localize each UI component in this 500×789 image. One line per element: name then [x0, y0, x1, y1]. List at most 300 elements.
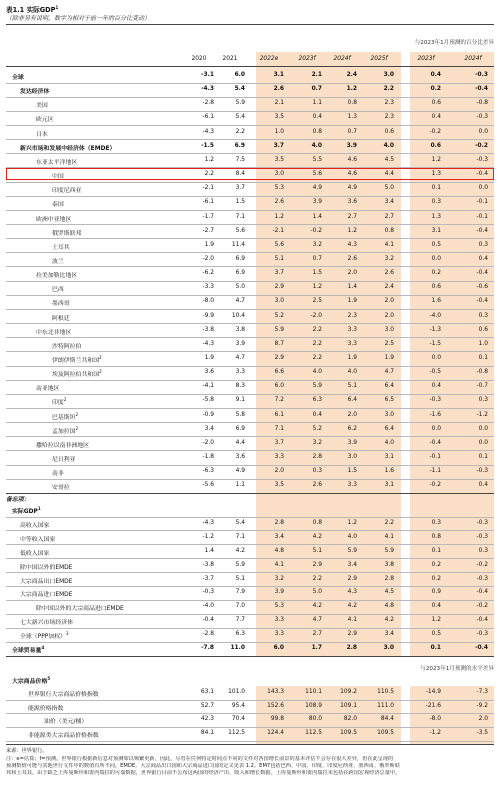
value-cell: -0.4	[475, 645, 488, 651]
value-cell: 2.8	[274, 519, 284, 526]
source-note: 来源：世界银行。	[6, 748, 48, 754]
value-cell: 0.4	[478, 255, 488, 262]
value-cell: 2.3	[384, 114, 394, 121]
value-cell: 3.4	[204, 425, 214, 432]
value-cell: -0.7	[476, 383, 488, 390]
value-cell: 5.4	[234, 86, 245, 93]
value-cell: 0.7	[312, 255, 322, 262]
column-header: 2020	[191, 56, 207, 62]
value-cell: 2.0	[347, 411, 357, 418]
value-cell: -9.2	[476, 702, 488, 709]
value-cell: 3.0	[274, 298, 284, 305]
value-cell: -2.8	[202, 631, 214, 638]
value-cell: 84.4	[380, 716, 394, 723]
row-label: 大宗商品进口EMDE	[20, 592, 73, 599]
value-cell: 0.4	[312, 411, 322, 418]
value-cell: -1.2	[476, 411, 488, 418]
row-rule	[6, 642, 494, 643]
value-cell: 11.0	[230, 645, 245, 651]
value-cell: 4.2	[347, 603, 357, 610]
value-cell: -2.7	[202, 227, 214, 234]
value-cell: 3.2	[384, 255, 394, 262]
value-cell: 152.6	[267, 702, 284, 709]
value-cell: 1.2	[431, 156, 441, 163]
value-cell: 1.3	[431, 171, 441, 178]
row-rule	[6, 713, 494, 714]
value-cell: 0.4	[312, 114, 322, 121]
column-header: 2023f	[298, 56, 316, 62]
value-cell: 7.1	[235, 533, 245, 540]
value-cell: 5.6	[274, 241, 284, 248]
row-label: 南非	[52, 471, 64, 478]
value-cell: 4.9	[312, 185, 322, 192]
value-cell: -0.5	[429, 369, 441, 376]
value-cell: 3.4	[347, 561, 357, 568]
row-label: 中国	[52, 174, 64, 181]
value-cell: 4.7	[235, 355, 245, 361]
value-cell: 2.5	[312, 298, 322, 305]
value-cell: -0.6	[476, 284, 488, 291]
value-cell: 4.1	[347, 617, 357, 624]
value-cell: 4.0	[383, 142, 394, 149]
row-label: 泰国	[52, 202, 64, 209]
value-cell: -0.4	[429, 439, 441, 446]
row-rule	[6, 628, 494, 629]
value-cell: 1.9	[204, 241, 214, 248]
value-cell: -1.2	[429, 730, 441, 737]
value-cell: 0.1	[431, 547, 441, 554]
value-cell: -1.7	[202, 213, 214, 220]
value-cell: 5.0	[312, 589, 322, 596]
row-rule	[6, 266, 494, 267]
value-cell: 2.1	[274, 100, 284, 107]
value-cell: 1.6	[384, 468, 394, 475]
value-cell: -1.8	[202, 454, 214, 461]
value-cell: 6.0	[273, 645, 284, 651]
value-cell: 3.4	[384, 199, 394, 206]
value-cell: 0.4	[431, 383, 441, 390]
row-rule	[6, 196, 494, 197]
value-cell: 109.2	[340, 689, 357, 695]
value-cell: 5.9	[384, 547, 394, 554]
table-subtitle: （除非另有说明，数字为相对于前一年的百分比变动）	[6, 15, 151, 22]
value-cell: 11.4	[231, 241, 245, 248]
value-cell: -7.8	[201, 645, 214, 651]
value-cell: 0.0	[431, 355, 441, 361]
value-cell: 110.5	[377, 689, 394, 695]
value-cell: 6.3	[235, 631, 245, 638]
value-cell: 2.1	[311, 72, 322, 78]
value-cell: -8.0	[202, 298, 214, 305]
value-cell: -4.3	[202, 128, 214, 135]
row-label: 孟加拉国$^2$	[52, 425, 79, 435]
value-cell: 2.9	[274, 284, 284, 291]
row-label: 新兴市场和发展中经济体（EMDE）	[20, 145, 116, 152]
value-cell: 84.1	[200, 730, 214, 737]
value-cell: 0.6	[384, 128, 394, 135]
value-cell: 1.5	[347, 468, 357, 475]
value-cell: 5.9	[347, 547, 357, 554]
row-rule	[6, 727, 494, 728]
value-cell: 3.3	[347, 482, 357, 489]
value-cell: 5.9	[274, 326, 284, 333]
row-rule	[6, 83, 494, 84]
value-cell: 3.3	[274, 617, 284, 624]
row-rule	[6, 366, 494, 367]
value-cell: 4.2	[235, 547, 245, 554]
value-cell: 2.8	[384, 575, 394, 582]
value-cell: 3.8	[235, 326, 245, 333]
value-cell: -0.3	[476, 533, 488, 540]
value-cell: 80.0	[308, 716, 322, 723]
value-cell: 2.6	[384, 270, 394, 277]
value-cell: 101.0	[228, 689, 245, 695]
row-rule	[6, 224, 494, 225]
row-rule	[6, 309, 494, 310]
value-cell: 0.5	[431, 241, 441, 248]
value-cell: 7.9	[235, 589, 245, 596]
value-cell: 1.4	[204, 547, 214, 554]
footnote-line: 预测数值可能与其他世行文件中的数值有所不同。EMDE，大宗商品出口国和大宗商品进口国的定义见表 1.2。EM7包括巴西、中国、印度、印度尼西亚、墨西哥、俄罗斯联	[6, 763, 400, 769]
value-cell: 42.3	[200, 716, 214, 723]
value-cell: -0.2	[429, 482, 441, 489]
value-cell: 0.1	[431, 185, 441, 192]
row-rule	[6, 614, 494, 615]
value-cell: -0.9	[202, 411, 214, 418]
value-cell: 4.0	[347, 369, 357, 376]
value-cell: 0.8	[312, 128, 322, 135]
value-cell: 10.4	[231, 312, 245, 319]
value-cell: 6.4	[384, 425, 394, 432]
row-label: 中等收入国家	[20, 536, 56, 543]
value-cell: 99.8	[270, 716, 284, 723]
value-cell: -1.1	[429, 468, 441, 475]
row-rule	[6, 586, 494, 587]
value-cell: 3.1	[384, 482, 394, 489]
value-cell: 2.2	[312, 340, 322, 347]
row-rule	[6, 465, 494, 466]
value-cell: 124.4	[267, 730, 284, 737]
column-header: 2024f	[333, 56, 351, 62]
value-cell: 7.0	[235, 603, 245, 610]
value-cell: 5.4	[235, 519, 245, 526]
value-cell: 2.4	[384, 284, 394, 291]
value-cell: -0.8	[476, 100, 488, 107]
value-cell: 5.3	[274, 185, 284, 192]
value-cell: 4.3	[347, 589, 357, 596]
value-cell: 3.0	[384, 411, 394, 418]
row-rule	[6, 238, 494, 239]
value-cell: 2.6	[273, 86, 284, 93]
value-cell: 4.8	[274, 547, 284, 554]
value-cell: -4.0	[202, 603, 214, 610]
value-cell: 4.7	[235, 298, 245, 305]
value-cell: 6.4	[384, 383, 394, 390]
value-cell: 8.4	[235, 171, 245, 178]
value-cell: 2.5	[384, 340, 394, 347]
value-cell: 3.2	[274, 575, 284, 582]
value-cell: 110.1	[305, 689, 322, 695]
row-label: 撒哈拉以南非洲地区	[36, 442, 90, 449]
value-cell: 3.5	[274, 114, 284, 121]
column-header: 2025f	[370, 56, 388, 62]
value-cell: 4.5	[384, 589, 394, 596]
row-label: 全球（PPP加权）$^3$	[20, 631, 69, 641]
value-cell: 3.0	[383, 645, 394, 651]
value-cell: 7.1	[274, 425, 284, 432]
value-cell: -5.6	[202, 482, 214, 489]
row-rule	[6, 139, 494, 140]
row-label: 能源价格指数	[28, 705, 64, 712]
value-cell: -6.3	[202, 468, 214, 475]
value-cell: 3.1	[431, 227, 441, 234]
value-cell: 2.0	[384, 312, 394, 319]
value-cell: 4.1	[384, 533, 394, 540]
value-cell: 4.2	[312, 603, 322, 610]
row-label: 除中国以外的EMDE	[20, 564, 73, 571]
value-cell: 0.3	[478, 547, 488, 554]
value-cell: 3.0	[383, 72, 394, 78]
column-header: 2023f	[417, 56, 435, 62]
value-cell: 0.3	[431, 199, 441, 206]
value-cell: 0.4	[431, 114, 441, 121]
value-cell: 0.8	[384, 227, 394, 234]
row-rule	[6, 111, 494, 112]
row-label: 低收入国家	[20, 550, 50, 557]
value-cell: 6.4	[347, 397, 357, 404]
value-cell: 2.0	[478, 716, 488, 723]
value-cell: 3.9	[312, 199, 322, 206]
value-cell: 5.2	[312, 425, 322, 432]
value-cell: 1.2	[431, 617, 441, 624]
value-cell: 0.6	[431, 100, 441, 107]
value-cell: -0.4	[476, 270, 488, 277]
value-cell: 0.1	[478, 355, 488, 361]
row-rule	[6, 493, 494, 494]
value-cell: -3.8	[202, 561, 214, 568]
footnote-line: 邦和土耳其。由于缺乏土库曼斯坦和委内瑞拉的可靠数据，世界银行目前不公布这两国的经济产出、收入和增长数据。土库曼斯坦和委内瑞拉未包括在跨国宏观经济总量中。	[6, 770, 401, 776]
value-cell: -4.0	[429, 312, 441, 319]
value-cell: 1.2	[204, 156, 214, 163]
value-cell: 5.8	[235, 411, 245, 418]
row-label: 实际GDP$^1$	[12, 506, 41, 515]
value-cell: 2.3	[347, 312, 357, 319]
value-cell: 1.5	[312, 270, 322, 277]
row-label: 除中国以外的大宗商品进口EMDE	[36, 606, 124, 613]
value-cell: 1.2	[274, 213, 284, 220]
row-label: 高收入国家	[20, 522, 50, 529]
value-cell: 1.2	[346, 86, 357, 93]
row-rule	[6, 530, 494, 531]
value-cell: 1.1	[235, 482, 245, 489]
value-cell: -0.3	[476, 519, 488, 526]
value-cell: 109.5	[377, 730, 394, 737]
value-cell: 108.9	[305, 702, 322, 709]
value-cell: -4.3	[201, 86, 214, 93]
value-cell: -0.2	[475, 142, 488, 149]
value-cell: -2.0	[202, 439, 214, 446]
value-cell: -1.6	[429, 411, 441, 418]
value-cell: 0.8	[312, 519, 322, 526]
value-cell: 3.7	[235, 185, 245, 192]
row-rule	[6, 450, 494, 451]
value-cell: 0.1	[478, 454, 488, 461]
value-cell: 109.1	[340, 702, 357, 709]
value-cell: 4.9	[347, 185, 357, 192]
memo-label: 备忘项：	[6, 497, 30, 503]
value-cell: 3.2	[312, 241, 322, 248]
value-cell: -0.1	[429, 454, 441, 461]
value-cell: 2.3	[384, 100, 394, 107]
value-cell: 4.0	[347, 533, 357, 540]
value-cell: 2.0	[274, 468, 284, 475]
row-label: 埃及阿拉伯共和国$^2$	[52, 369, 102, 379]
row-rule	[6, 323, 494, 324]
value-cell: 52.7	[200, 702, 214, 709]
value-cell: 3.5	[274, 156, 284, 163]
value-cell: 4.9	[235, 468, 245, 475]
value-cell: -0.2	[476, 603, 488, 610]
value-cell: -0.3	[476, 468, 488, 475]
value-cell: 4.6	[347, 171, 357, 178]
memo-bottom-rule	[6, 656, 494, 657]
value-cell: 3.2	[312, 439, 322, 446]
bottom-rule	[6, 744, 494, 745]
row-label: 全球贸易量$^4$	[12, 645, 45, 654]
column-header: 2021	[222, 56, 238, 62]
value-cell: 0.0	[431, 255, 441, 262]
value-cell: 2.6	[274, 199, 284, 206]
row-rule	[6, 700, 494, 701]
row-rule	[6, 210, 494, 211]
value-cell: 1.6	[431, 298, 441, 305]
row-label: 波兰	[52, 258, 64, 265]
row-rule	[6, 517, 494, 518]
value-cell: 6.0	[234, 72, 245, 78]
value-cell: 1.9	[384, 355, 394, 361]
value-cell: -0.4	[202, 617, 214, 624]
top-rule	[6, 24, 494, 25]
value-cell: 0.3	[478, 312, 488, 319]
row-label: 美国	[36, 103, 48, 110]
value-cell: 2.2	[312, 326, 322, 333]
value-cell: 112.5	[305, 730, 322, 737]
row-label: 俄罗斯联邦	[52, 230, 82, 237]
value-cell: 0.2	[431, 270, 441, 277]
row-rule	[6, 422, 494, 423]
value-cell: 2.0	[384, 298, 394, 305]
value-cell: 0.6	[478, 326, 488, 333]
value-cell: 3.3	[347, 340, 357, 347]
value-cell: -2.8	[202, 100, 214, 107]
row-label: 发达经济体	[20, 89, 50, 96]
row-label: 七大新兴市场经济体	[20, 620, 74, 627]
row-label: 沙特阿拉伯	[52, 343, 82, 350]
footnotes	[6, 756, 494, 777]
value-cell: 3.7	[274, 270, 284, 277]
value-cell: -2.1	[272, 227, 284, 234]
value-cell: 0.2	[430, 86, 441, 93]
value-cell: -0.4	[476, 589, 488, 596]
value-cell: 3.0	[274, 171, 284, 178]
value-cell: 9.1	[235, 397, 245, 404]
value-cell: 0.4	[478, 482, 488, 489]
value-cell: 6.3	[312, 397, 322, 404]
row-rule	[6, 600, 494, 601]
value-cell: 1.3	[347, 114, 357, 121]
value-cell: 3.4	[384, 631, 394, 638]
row-rule	[6, 408, 494, 409]
value-cell: 3.3	[274, 454, 284, 461]
value-cell: 2.9	[347, 575, 357, 582]
value-cell: 3.8	[384, 561, 394, 568]
row-label: 墨西哥	[52, 301, 70, 308]
value-cell: 3.9	[346, 142, 357, 149]
value-cell: 109.5	[340, 730, 357, 737]
value-cell: 4.2	[384, 617, 394, 624]
value-cell: 70.4	[231, 716, 245, 723]
value-cell: 0.4	[431, 603, 441, 610]
row-rule	[6, 125, 494, 126]
value-cell: 6.9	[235, 255, 245, 262]
value-cell: -0.3	[476, 114, 488, 121]
value-cell: 4.4	[384, 171, 394, 178]
value-cell: 4.2	[312, 533, 322, 540]
row-rule	[6, 337, 494, 338]
value-cell: -4.3	[202, 519, 214, 526]
value-cell: -0.3	[475, 72, 488, 78]
value-cell: 3.6	[347, 199, 357, 206]
value-cell: 0.3	[431, 519, 441, 526]
value-cell: -2.0	[310, 312, 322, 319]
value-cell: 0.3	[478, 241, 488, 248]
value-cell: -0.3	[202, 589, 214, 596]
value-cell: -6.1	[202, 199, 214, 206]
table-title: 表1.1 实际GDP$^1$	[6, 4, 59, 14]
value-cell: -9.9	[202, 312, 214, 319]
value-cell: 5.1	[274, 255, 284, 262]
footnote-line: 注：e=估算；f=预测。世界银行根据新信息对预测如以频繁更新，因此，尽管在任何特定时间点不同的文件对各国增长前景的基本评估不会存在很大差异，但在此呈现的	[6, 756, 394, 762]
value-cell: 4.1	[384, 241, 394, 248]
value-cell: -3.3	[202, 284, 214, 291]
value-cell: 1.0	[274, 128, 284, 135]
value-cell: 0.4	[430, 72, 441, 78]
value-cell: 5.3	[274, 603, 284, 610]
value-cell: 0.8	[431, 533, 441, 540]
row-label: 伊朗伊斯兰共和国$^2$	[52, 355, 102, 364]
value-cell: 2.7	[312, 631, 322, 638]
row-rule	[6, 436, 494, 437]
row-label: 印度尼西亚	[52, 188, 82, 195]
row-rule	[6, 479, 494, 480]
value-cell: 1.2	[347, 519, 357, 526]
value-cell: 5.4	[235, 114, 245, 121]
value-cell: 5.6	[312, 171, 322, 178]
value-cell: 5.6	[235, 227, 245, 234]
row-label: 尼日利亚	[52, 457, 76, 464]
value-cell: -0.4	[475, 86, 488, 93]
value-cell: -0.4	[476, 617, 488, 624]
value-cell: 1.1	[312, 100, 322, 107]
value-cell: 0.1	[430, 645, 441, 651]
value-cell: 6.1	[274, 411, 284, 418]
value-cell: 3.3	[347, 326, 357, 333]
value-cell: 2.7	[384, 213, 394, 220]
row-rule	[6, 153, 494, 154]
value-cell: 5.0	[235, 284, 245, 291]
value-cell: 2.9	[274, 355, 284, 361]
value-cell: 3.9	[347, 439, 357, 446]
